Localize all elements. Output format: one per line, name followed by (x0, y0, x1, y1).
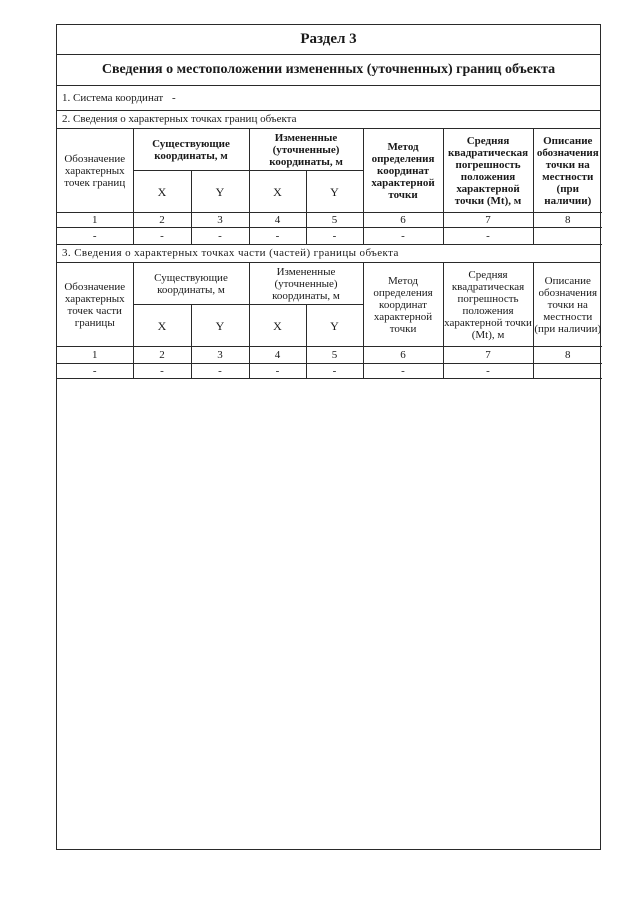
table2-caption: 3. Сведения о характерных точках части (частей) границы объекта (57, 245, 600, 263)
cell-changed-y: - (306, 228, 363, 245)
cell-error: - (443, 228, 533, 245)
section-title: Раздел 3 (57, 25, 600, 55)
cell-method: - (363, 228, 443, 245)
coordinate-system-row (57, 86, 600, 111)
column-number: 1 (57, 213, 133, 228)
column-number: 8 (533, 347, 602, 364)
column-number: 4 (249, 213, 306, 228)
cell-error: - (443, 364, 533, 379)
header-x: X (133, 171, 191, 213)
header-x: X (249, 171, 306, 213)
header-existing-coords: Существующие координаты, м (133, 263, 249, 305)
part-boundary-points-table (57, 263, 602, 379)
header-method: Метод определения координат характерной точки (363, 129, 443, 213)
header-error: Средняя квадратическая погрешность положения характерной точки (Mt), м (443, 263, 533, 347)
boundary-points-table (57, 129, 602, 245)
header-x: X (249, 305, 306, 347)
table-row (57, 364, 602, 379)
cell-existing-y: - (191, 364, 249, 379)
header-designation: Обозначение характерных точек границ (57, 129, 133, 213)
header-description: Описание обозначения точки на местности (при наличии) (533, 129, 602, 213)
header-changed-coords: Измененные (уточненные) координаты, м (249, 263, 363, 305)
column-number: 3 (191, 213, 249, 228)
column-numbers-row (57, 347, 602, 364)
cell-description (533, 228, 602, 245)
column-number: 5 (306, 347, 363, 364)
cell-existing-x: - (133, 364, 191, 379)
column-number: 1 (57, 347, 133, 364)
header-method: Метод определения координат характерной точки (363, 263, 443, 347)
column-number: 3 (191, 347, 249, 364)
column-numbers-row (57, 213, 602, 228)
header-x: X (133, 305, 191, 347)
coordinate-system-label: 1. Система координат (62, 92, 164, 104)
cell-changed-y: - (306, 364, 363, 379)
column-number: 6 (363, 213, 443, 228)
section-subtitle: Сведения о местоположении измененных (уточненных) границ объекта (57, 55, 600, 86)
column-number: 7 (443, 347, 533, 364)
header-y: Y (306, 305, 363, 347)
header-y: Y (306, 171, 363, 213)
column-number: 2 (133, 213, 191, 228)
cell-designation: - (57, 228, 133, 245)
column-number: 4 (249, 347, 306, 364)
column-number: 8 (533, 213, 602, 228)
header-y: Y (191, 171, 249, 213)
column-number: 2 (133, 347, 191, 364)
column-number: 6 (363, 347, 443, 364)
cell-changed-x: - (249, 228, 306, 245)
coordinate-system-value: - (171, 92, 176, 104)
cell-existing-x: - (133, 228, 191, 245)
header-existing-coords: Существующие координаты, м (133, 129, 249, 171)
header-y: Y (191, 305, 249, 347)
column-number: 5 (306, 213, 363, 228)
table1-caption: 2. Сведения о характерных точках границ объекта (57, 111, 600, 129)
cell-description (533, 364, 602, 379)
table-row (57, 228, 602, 245)
header-designation: Обозначение характерных точек части границы (57, 263, 133, 347)
header-description: Описание обозначения точки на местности (при наличии) (533, 263, 602, 347)
document-frame (56, 24, 601, 850)
header-changed-coords: Измененные (уточненные) координаты, м (249, 129, 363, 171)
cell-designation: - (57, 364, 133, 379)
header-error: Средняя квадратическая погрешность положения характерной точки (Mt), м (443, 129, 533, 213)
cell-changed-x: - (249, 364, 306, 379)
cell-method: - (363, 364, 443, 379)
column-number: 7 (443, 213, 533, 228)
cell-existing-y: - (191, 228, 249, 245)
